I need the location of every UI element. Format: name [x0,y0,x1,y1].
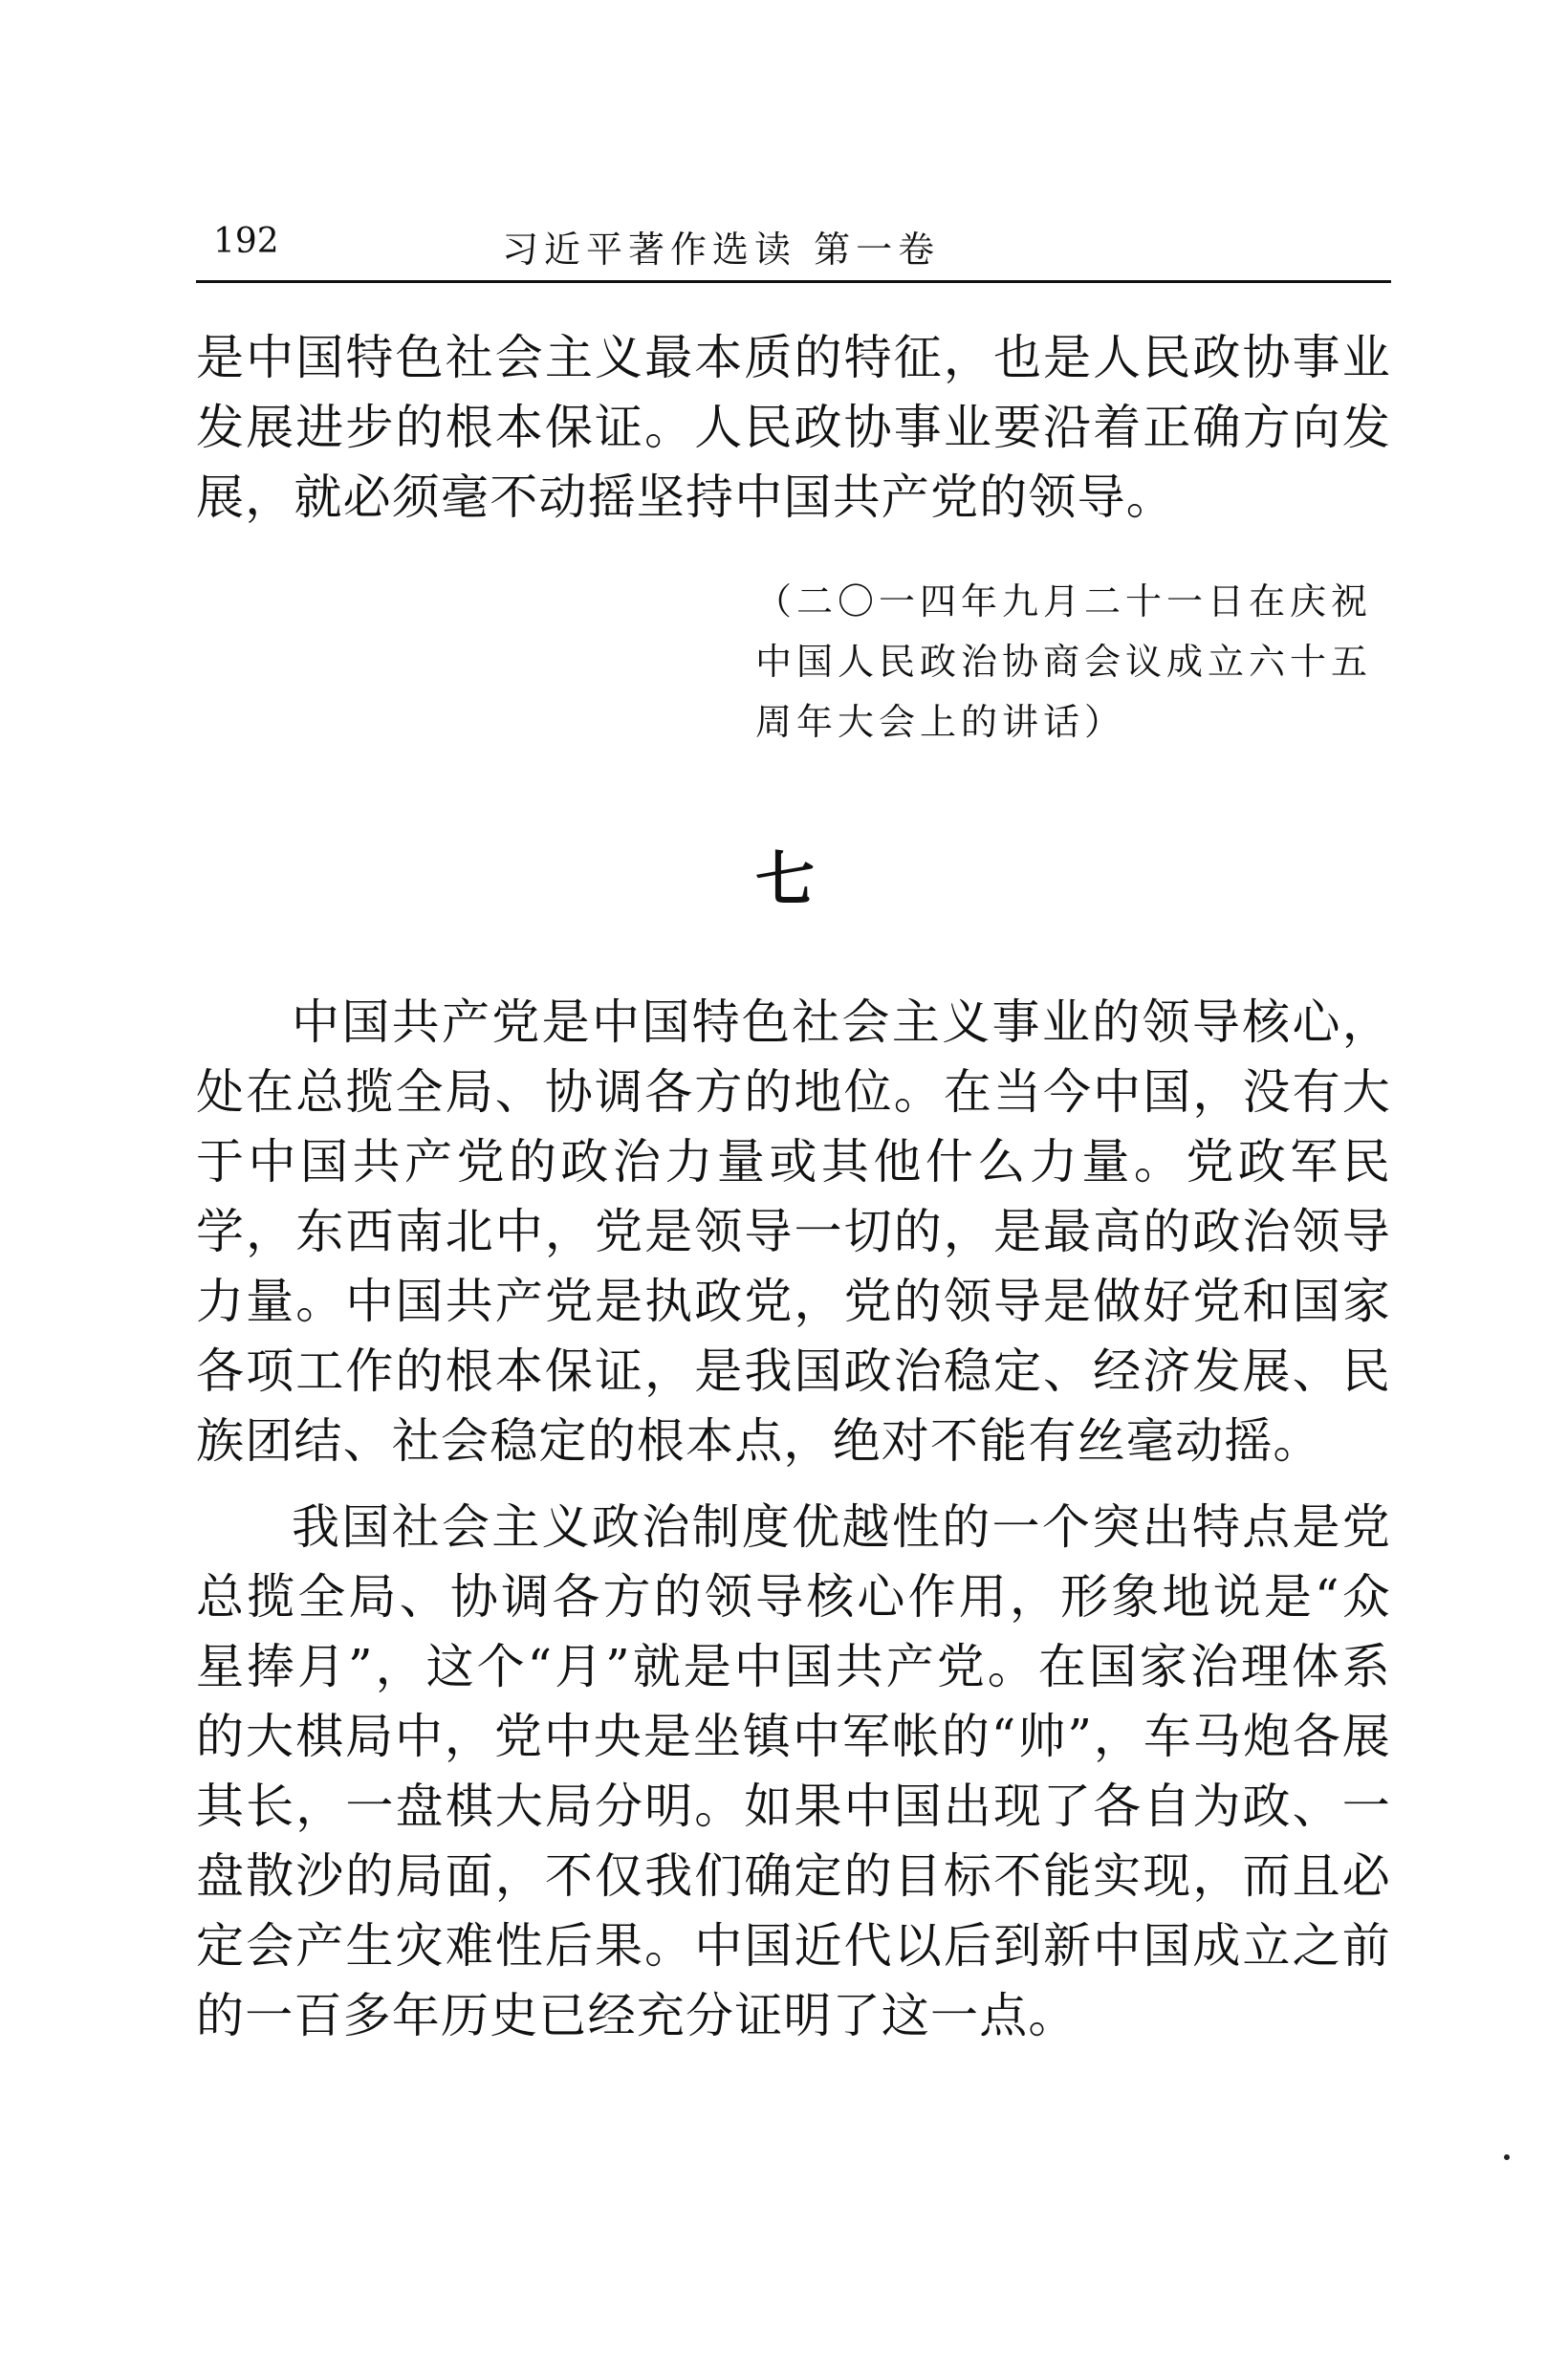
paragraph: 我国社会主义政治制度优越性的一个突出特点是党总揽全局、协调各方的领导核心作用，形象地说是“众星捧月”，这个“月”就是中国共产党。在国家治理体系的大棋局中，党中央是坐镇中军帐的“帅”，车马炮各展其长，一盘棋大局分明。如果中国出现了各自为政、一盘散沙的局面，不仅我们确定的目标不能实现，而且必定会产生灾难性后果。中国近代以后到新中国成立之前的一百多年历史已经充分证明了这一点。 [196,1499,1391,2043]
page-header [196,212,1391,270]
section-number: 七 [755,844,816,914]
page-number: 192 [213,222,279,261]
header-divider [196,280,1391,283]
source-note: （二〇一四年九月二十一日在庆祝中国人民政治协商会议成立六十五周年大会上的讲话） [755,580,1373,743]
running-title: 习近平著作选读 第一卷 [502,229,941,271]
scan-speck [1504,2154,1510,2160]
paragraph-continued: 是中国特色社会主义最本质的特征，也是人民政协事业发展进步的根本保证。人民政协事业要沿着正确方向发展，就必须毫不动摇坚持中国共产党的领导。 [196,330,1391,525]
paragraph: 中国共产党是中国特色社会主义事业的领导核心，处在总揽全局、协调各方的地位。在当今中国，没有大于中国共产党的政治力量或其他什么力量。党政军民学，东西南北中，党是领导一切的，是最高的政治领导力量。中国共产党是执政党，党的领导是做好党和国家各项工作的根本保证，是我国政治稳定、经济发展、民族团结、社会稳定的根本点，绝对不能有丝毫动摇。 [196,994,1391,1469]
